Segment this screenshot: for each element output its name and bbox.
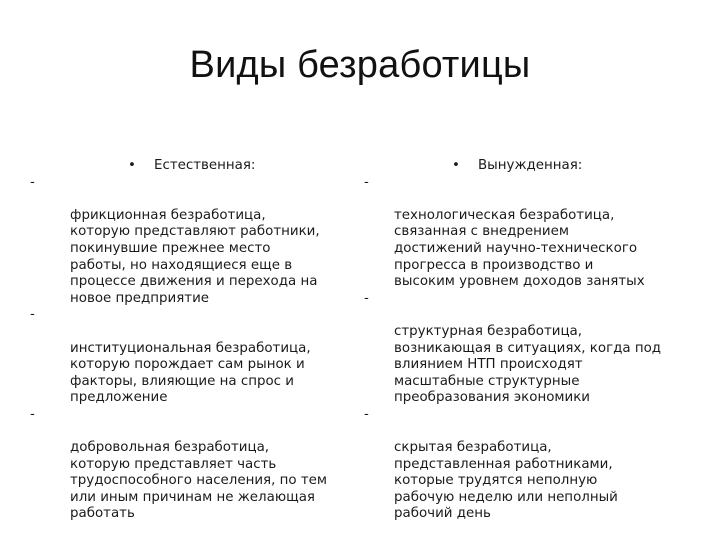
list-item-text: институциональная безработица, которую порождает сам рынок и факторы, влияющие на спрос и предложение bbox=[70, 340, 311, 406]
dash-marker: - bbox=[364, 406, 369, 422]
list-item-text: технологическая безработица, связанная с внедрением достижений научно-технического прогресса в производство и высоким уровнем доходов занятых bbox=[394, 207, 645, 290]
list-item bbox=[30, 175, 360, 308]
list-item-text: структурная безработица, возникающая в ситуациях, когда под влиянием НТП происходят масштабные структурные преобразования экономики bbox=[394, 323, 662, 406]
list-item bbox=[360, 407, 690, 523]
list-item-text: скрытая безработица, представленная работниками, которые трудятся неполную рабочую неделю или неполный рабочий день bbox=[394, 440, 618, 522]
list-item-text: фрикционная безработица, которую представляют работники, покинувшие прежнее место работы, но находящиеся еще в процессе движения и перехода на новое предприятие bbox=[70, 207, 320, 306]
dash-marker: - bbox=[30, 174, 35, 190]
list-item-text: добровольная безработица, которую представляет часть трудоспособного населения, по тем или иным причинам не желающая работать bbox=[70, 440, 327, 522]
dash-marker: - bbox=[30, 406, 35, 422]
dash-marker: - bbox=[30, 307, 35, 323]
list-item bbox=[30, 307, 360, 407]
slide-title: Виды безработицы bbox=[189, 44, 531, 86]
bullet-icon: • bbox=[452, 158, 460, 173]
bullet-icon: • bbox=[128, 158, 136, 173]
left-column bbox=[30, 158, 360, 523]
right-heading-text: Вынужденная: bbox=[478, 158, 583, 173]
left-heading bbox=[30, 158, 360, 175]
right-heading bbox=[360, 158, 690, 175]
left-heading-text: Естественная: bbox=[154, 158, 256, 173]
dash-marker: - bbox=[364, 174, 369, 190]
list-item bbox=[360, 291, 690, 407]
dash-marker: - bbox=[364, 290, 369, 306]
list-item bbox=[30, 407, 360, 523]
right-column bbox=[360, 158, 690, 523]
list-item bbox=[360, 175, 690, 291]
